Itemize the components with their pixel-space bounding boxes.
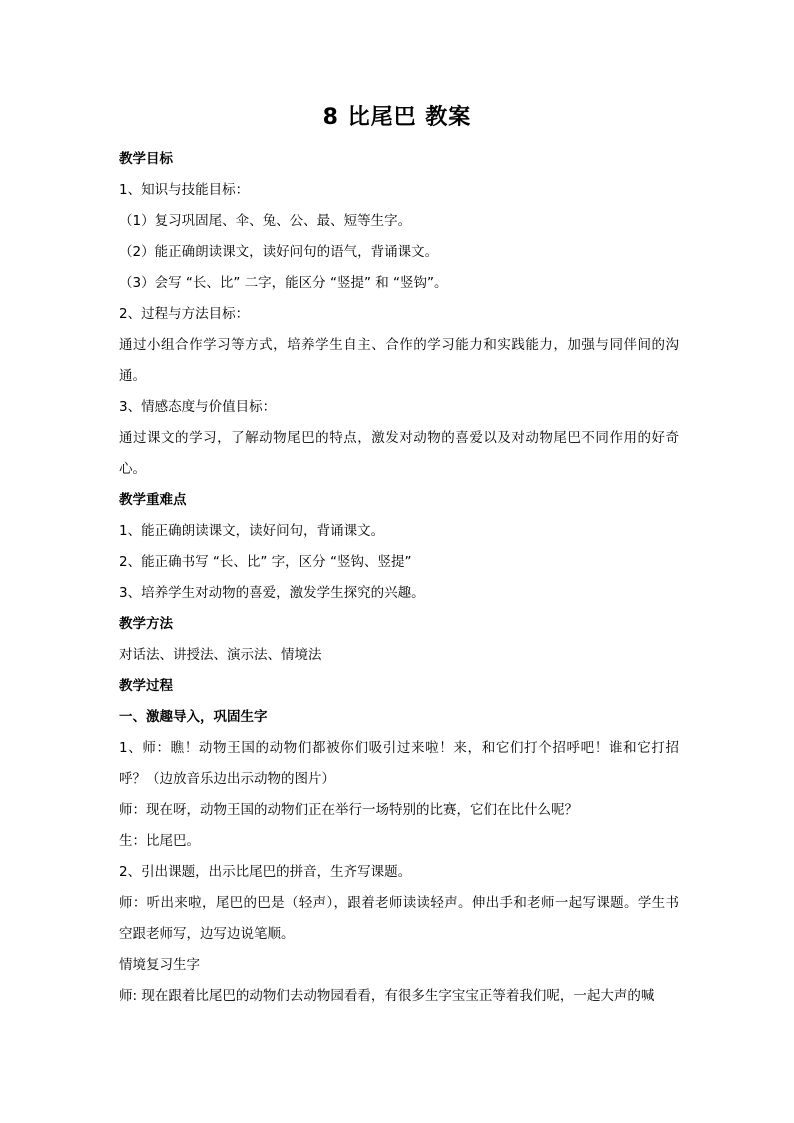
key-point-1: 1、能正确朗读课文，读好问句，背诵课文。 — [119, 523, 385, 539]
process-paragraph-6: 师: 现在跟着比尾巴的动物们去动物园看看，有很多生字宝宝正等着我们呢，一起大声的喊 — [119, 988, 655, 1004]
goal-process-heading: 2、过程与方法目标： — [119, 306, 250, 322]
document-body — [119, 144, 679, 1012]
goal-process-paragraph: 通过小组合作学习等方式，培养学生自主、合作的学习能力和实践能力，加强与同伴间的沟通。 — [119, 337, 679, 384]
document-title: 8 比尾巴 教案 — [322, 105, 472, 130]
process-paragraph-4: 2、引出课题，出示比尾巴的拼音，生齐写课题。 — [119, 864, 412, 880]
methods-list: 对话法、讲授法、演示法、情境法 — [119, 647, 322, 663]
goal-item-3: （3）会写 “长、比” 二字，能区分 “竖提” 和 “竖钩”。 — [119, 275, 448, 291]
goal-emotion-paragraph: 通过课文的学习，了解动物尾巴的特点，激发对动物的喜爱以及对动物尾巴不同作用的好奇心。 — [119, 430, 679, 477]
section-heading-methods: 教学方法 — [119, 616, 173, 632]
section-heading-key-points: 教学重难点 — [119, 492, 187, 508]
key-point-3: 3、培养学生对动物的喜爱，激发学生探究的兴趣。 — [119, 585, 425, 601]
goal-knowledge-heading: 1、知识与技能目标： — [119, 182, 250, 198]
goal-emotion-heading: 3、情感态度与价值目标： — [119, 399, 277, 415]
process-paragraph-3: 生：比尾巴。 — [119, 833, 200, 849]
goal-item-2: （2）能正确朗读课文，读好问句的语气，背诵课文。 — [119, 244, 439, 260]
key-point-2: 2、能正确书写 “长、比” 字，区分 “竖钩、竖提” — [119, 554, 412, 570]
section-heading-teaching-goals: 教学目标 — [119, 151, 173, 167]
process-paragraph-1: 1、师：瞧！动物王国的动物们都被你们吸引过来啦！来，和它们打个招呼吧！谁和它打招呼？（边放音乐边出示动物的图片） — [119, 740, 679, 787]
process-subheading-review: 情境复习生字 — [119, 957, 200, 973]
process-paragraph-5: 师：听出来啦，尾巴的巴是（轻声），跟着老师读读轻声。伸出手和老师一起写课题。学生书空跟老师写，边写边说笔顺。 — [119, 895, 679, 942]
goal-item-1: （1）复习巩固尾、伞、兔、公、最、短等生字。 — [119, 213, 412, 229]
process-paragraph-2: 师：现在呀，动物王国的动物们正在举行一场特别的比赛，它们在比什么呢？ — [119, 802, 578, 818]
process-step-1-heading: 一、激趣导入，巩固生字 — [119, 709, 268, 725]
section-heading-process: 教学过程 — [119, 678, 173, 694]
